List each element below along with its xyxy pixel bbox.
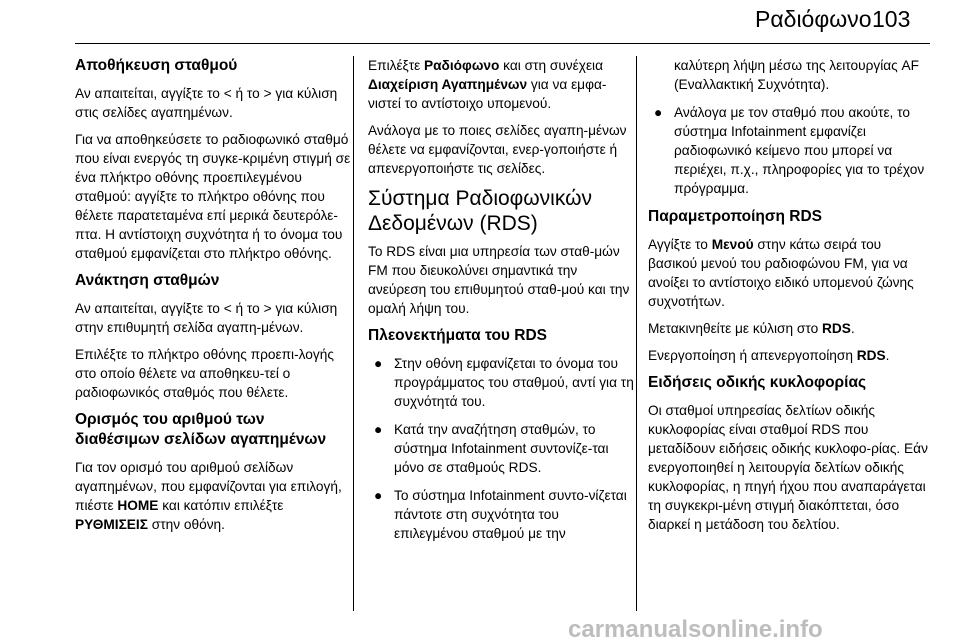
text: Μετακινηθείτε με κύλιση στο (648, 321, 819, 336)
column-2 (368, 56, 634, 552)
bullet-icon: ● (654, 105, 663, 120)
bullet-icon: ● (374, 422, 383, 437)
heading-retrieve-stations: Ανάκτηση σταθμών (75, 272, 220, 289)
page-number: 103 (872, 6, 911, 32)
heading-rds: Σύστημα Ραδιοφωνικών Δεδομένων (RDS) (368, 187, 592, 235)
text: Για τον ορισμό του αριθμού σελίδων αγαπημένων, που εμφανίζονται για επιλογή, πιέστε (75, 460, 342, 513)
greater-than-symbol: > (263, 86, 272, 101)
text: Ενεργοποίηση ή απενεργοποίηση (648, 348, 853, 363)
text: για κύλιση στις σελίδες αγαπημένων. (75, 86, 338, 120)
home-keyword: HOME (117, 498, 159, 513)
menu-keyword: Μενού (711, 237, 754, 252)
text: Αν απαιτείται, αγγίξτε το (75, 301, 220, 316)
text: Το σύστημα Infotainment συντο-νίζεται πάντοτε στη συχνότητα του επιλεγμένου σταθμού με την (394, 488, 627, 541)
list-item (368, 420, 634, 477)
favourites-management-keyword: Διαχείριση Αγαπημένων (368, 77, 528, 92)
paragraph: Ανάλογα με το ποιες σελίδες αγαπη-μένων θέλετε να εμφανίζονται, ενερ-γοποιήστε ή απενεργοποιήστε τις σελίδες. (368, 123, 627, 176)
paragraph: Οι σταθμοί υπηρεσίας δελτίων οδικής κυκλοφορίας είναι σταθμοί RDS που μεταδίδουν ειδήσεις οδικής κυκλοφο-ρίας. Εάν ενεργοποιηθεί η λειτουργία δελτίων οδικής κυκλοφορίας, η πηγή ήχου που αναπαράγεται τη συγκεκρι-μένη στιγμή διακόπτεται, όσο διαρκεί η μετάδοση του δελτίου. (648, 403, 928, 532)
paragraph (75, 458, 353, 534)
heading-rds-config: Παραμετροποίηση RDS (648, 208, 823, 225)
heading-traffic-news: Ειδήσεις οδικής κυκλοφορίας (648, 374, 867, 391)
text: . (850, 321, 855, 336)
heading-store-station: Αποθήκευση σταθμού (75, 57, 238, 74)
rds-keyword: RDS (822, 321, 851, 336)
text: Ανάλογα με τον σταθμό που ακούτε, το σύστημα Infotainment εμφανίζει ραδιοφωνικό κείμενο που μπορεί να περιέχει, π.χ., πληροφορίες για το τρέχον πρόγραμμα. (674, 105, 925, 196)
column-3 (648, 56, 932, 542)
text: Αγγίξτε το (648, 237, 708, 252)
less-than-symbol: < (223, 86, 232, 101)
text: Στην οθόνη εμφανίζεται το όνομα του προγράμματος του σταθμού, αντί για τη συχνότητά του. (394, 356, 634, 409)
column-divider (636, 56, 637, 611)
column-divider (353, 56, 354, 611)
text: ή το (235, 301, 260, 316)
heading-define-favourites: Ορισμός του αριθμού των διαθέσιμων σελίδων αγαπημένων (75, 411, 327, 448)
bullet-list (368, 354, 634, 543)
radio-keyword: Ραδιόφωνο (424, 58, 500, 73)
less-than-symbol: < (223, 301, 232, 316)
paragraph: Επιλέξτε το πλήκτρο οθόνης προεπι-λογής στο οποίο θέλετε να αποθηκευ-τεί ο ραδιοφωνικός σταθμός που θέλετε. (75, 347, 334, 400)
column-1 (75, 56, 353, 542)
text: και κατόπιν επιλέξτε (162, 498, 284, 513)
text: στην κάτω σειρά του βασικού μενού του ραδιοφώνου FM, για να ανοίξει το αντίστοιχο ειδικό υπομενού ζώνης συχνοτήτων. (648, 237, 914, 309)
rds-keyword: RDS (856, 348, 886, 363)
paragraph (75, 299, 353, 337)
text: Αν απαιτείται, αγγίξτε το (75, 86, 220, 101)
bullet-icon: ● (374, 356, 383, 371)
paragraph (368, 56, 634, 113)
text: Επιλέξτε (368, 58, 421, 73)
greater-than-symbol: > (263, 301, 272, 316)
text: στην οθόνη. (151, 517, 225, 532)
text: για κύλιση στην επιθυμητή σελίδα αγαπη-μένων. (75, 301, 338, 335)
paragraph: Το RDS είναι μια υπηρεσία των σταθ-μών FM που διευκολύνει σημαντικά την ανεύρεση του επιθυμητού σταθ-μού και την ομαλή λήψη του. (368, 244, 630, 316)
paragraph (648, 346, 932, 365)
list-item (648, 103, 932, 198)
watermark: carmanualsonline.info (568, 616, 823, 643)
text: . (885, 348, 890, 363)
heading-rds-advantages: Πλεονεκτήματα του RDS (368, 327, 547, 344)
bullet-list (648, 103, 932, 198)
header-rule (75, 43, 930, 44)
paragraph (648, 235, 932, 311)
list-item-continuation: καλύτερη λήψη μέσω της λειτουργίας AF (Εναλλακτική Συχνότητα). (674, 58, 920, 92)
list-item (368, 354, 634, 411)
paragraph (75, 84, 353, 122)
paragraph: Για να αποθηκεύσετε το ραδιοφωνικό σταθμό που είναι ενεργός τη συγκε-κριμένη στιγμή σε ένα πλήκτρο οθόνης προεπιλεγμένου σταθμού: αγγίξτε το πλήκτρο οθόνης που θέλετε παρατεταμένα επί μερικά δευτερόλε-πτα. Η αντίστοιχη συχνότητα ή το όνομα του σταθμού εμφανίζεται στο πλήκτρο οθόνης. (75, 132, 351, 261)
header-title: Ραδιόφωνο (755, 6, 872, 32)
bullet-icon: ● (374, 488, 383, 503)
text: και στη συνέχεια (503, 58, 603, 73)
text: Κατά την αναζήτηση σταθμών, το σύστημα Infotainment συντονίζε-ται μόνο σε σταθμούς RDS. (394, 422, 609, 475)
paragraph (648, 319, 932, 338)
list-item (368, 486, 634, 543)
settings-keyword: ΡΥΘΜΙΣΕΙΣ (75, 517, 148, 532)
text: ή το (235, 86, 260, 101)
text: για να εμφα-νιστεί το αντίστοιχο υπομενού. (368, 77, 607, 111)
